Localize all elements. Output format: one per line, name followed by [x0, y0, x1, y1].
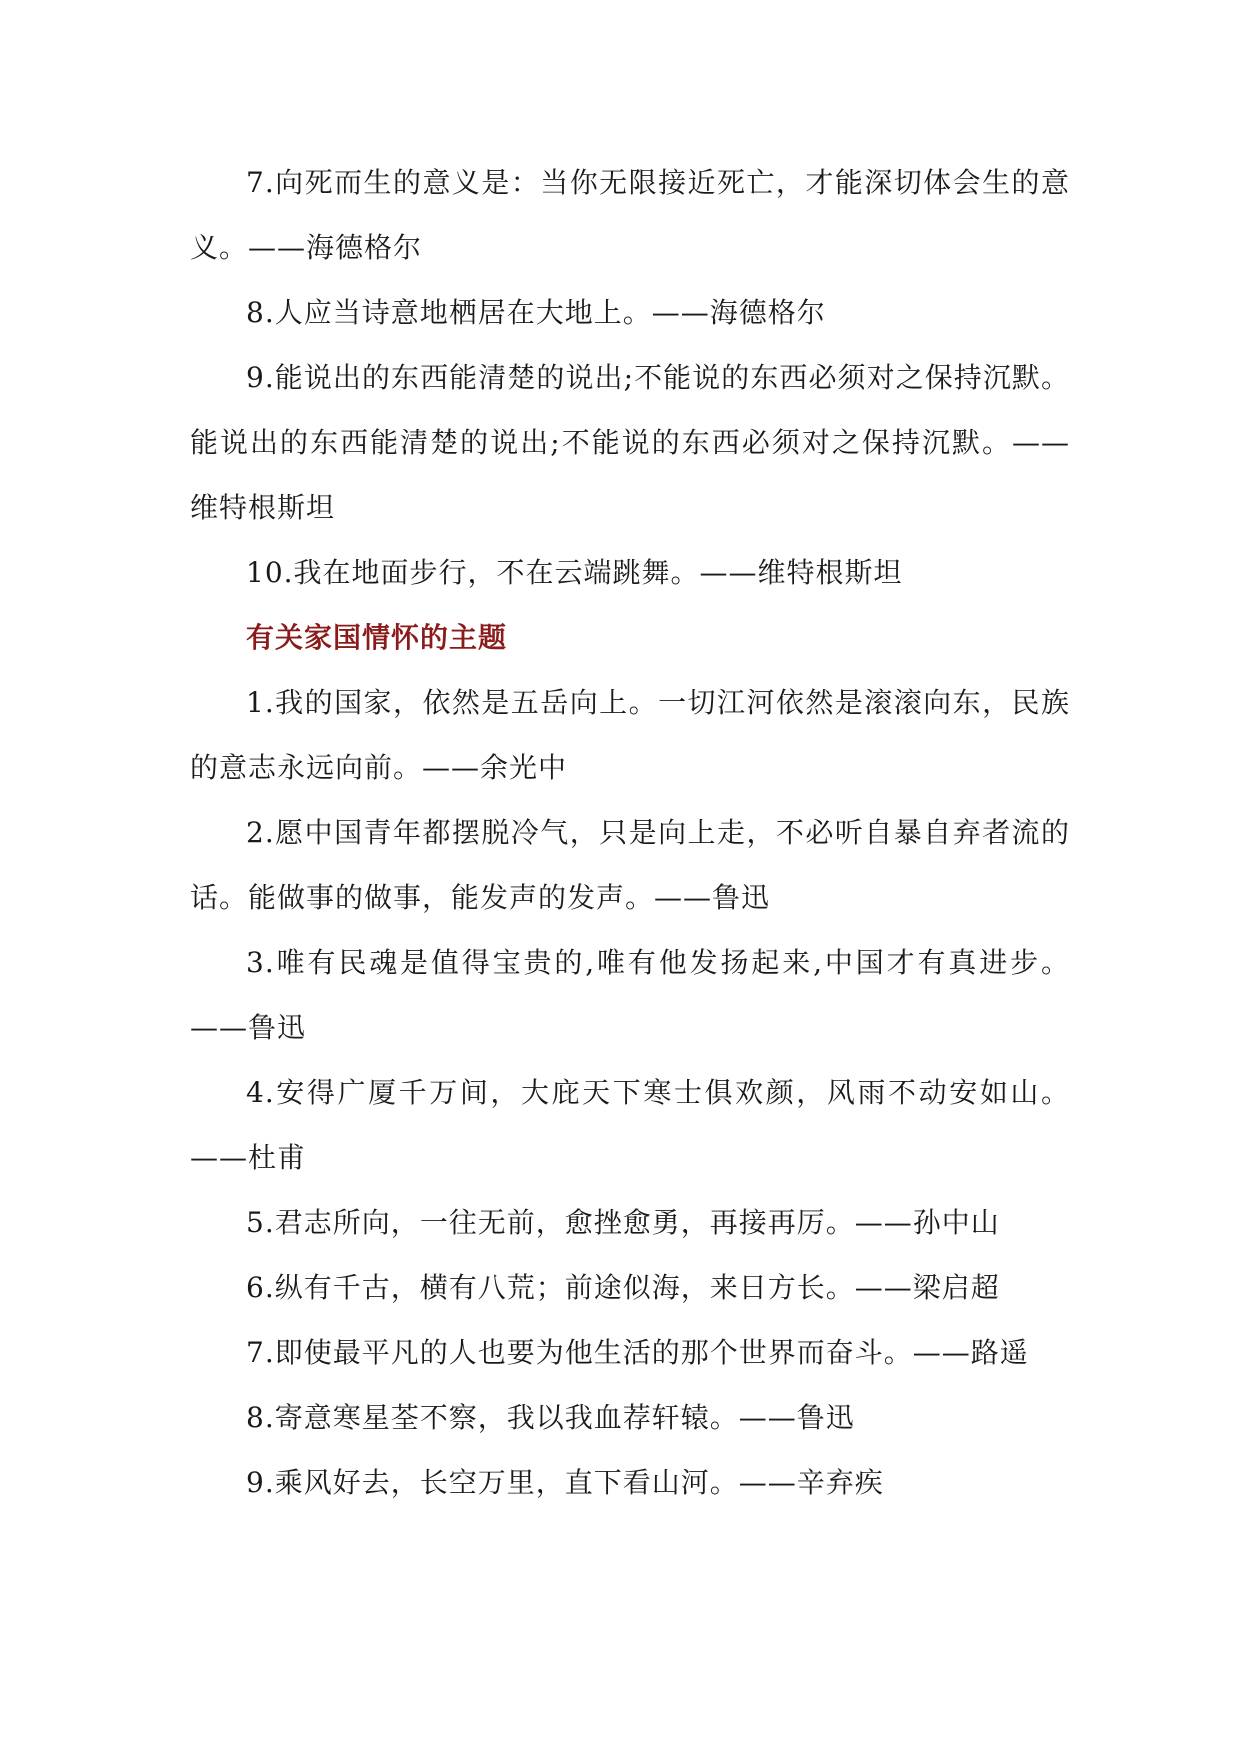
quote-paragraph: 5.君志所向，一往无前，愈挫愈勇，再接再厉。——孙中山 [246, 1206, 1000, 1239]
quote-paragraph: 3.唯有民魂是值得宝贵的,唯有他发扬起来,中国才有真进步。——鲁迅 [190, 946, 1070, 1044]
quote-paragraph: 8.寄意寒星荃不察，我以我血荐轩辕。——鲁迅 [246, 1401, 855, 1434]
quote-paragraph: 7.即使最平凡的人也要为他生活的那个世界而奋斗。——路遥 [246, 1336, 1029, 1369]
quote-paragraph: 6.纵有千古，横有八荒；前途似海，来日方长。——梁启超 [246, 1271, 1000, 1304]
section-heading: 有关家国情怀的主题 [246, 621, 508, 654]
quote-paragraph: 7.向死而生的意义是：当你无限接近死亡，才能深切体会生的意义。——海德格尔 [190, 166, 1070, 264]
quote-paragraph: 9.乘风好去，长空万里，直下看山河。——辛弃疾 [246, 1466, 884, 1499]
quote-paragraph: 9.能说出的东西能清楚的说出;不能说的东西必须对之保持沉默。能说出的东西能清楚的说出;不能说的东西必须对之保持沉默。——维特根斯坦 [190, 361, 1070, 524]
document-body [190, 150, 1070, 1515]
quote-paragraph: 2.愿中国青年都摆脱冷气，只是向上走，不必听自暴自弃者流的话。能做事的做事，能发声的发声。——鲁迅 [190, 816, 1070, 914]
quote-paragraph: 1.我的国家，依然是五岳向上。一切江河依然是滚滚向东，民族的意志永远向前。——余光中 [190, 686, 1070, 784]
quote-paragraph: 10.我在地面步行，不在云端跳舞。——维特根斯坦 [246, 556, 903, 589]
quote-paragraph: 8.人应当诗意地栖居在大地上。——海德格尔 [246, 296, 826, 329]
quote-paragraph: 4.安得广厦千万间，大庇天下寒士俱欢颜，风雨不动安如山。——杜甫 [190, 1076, 1070, 1174]
